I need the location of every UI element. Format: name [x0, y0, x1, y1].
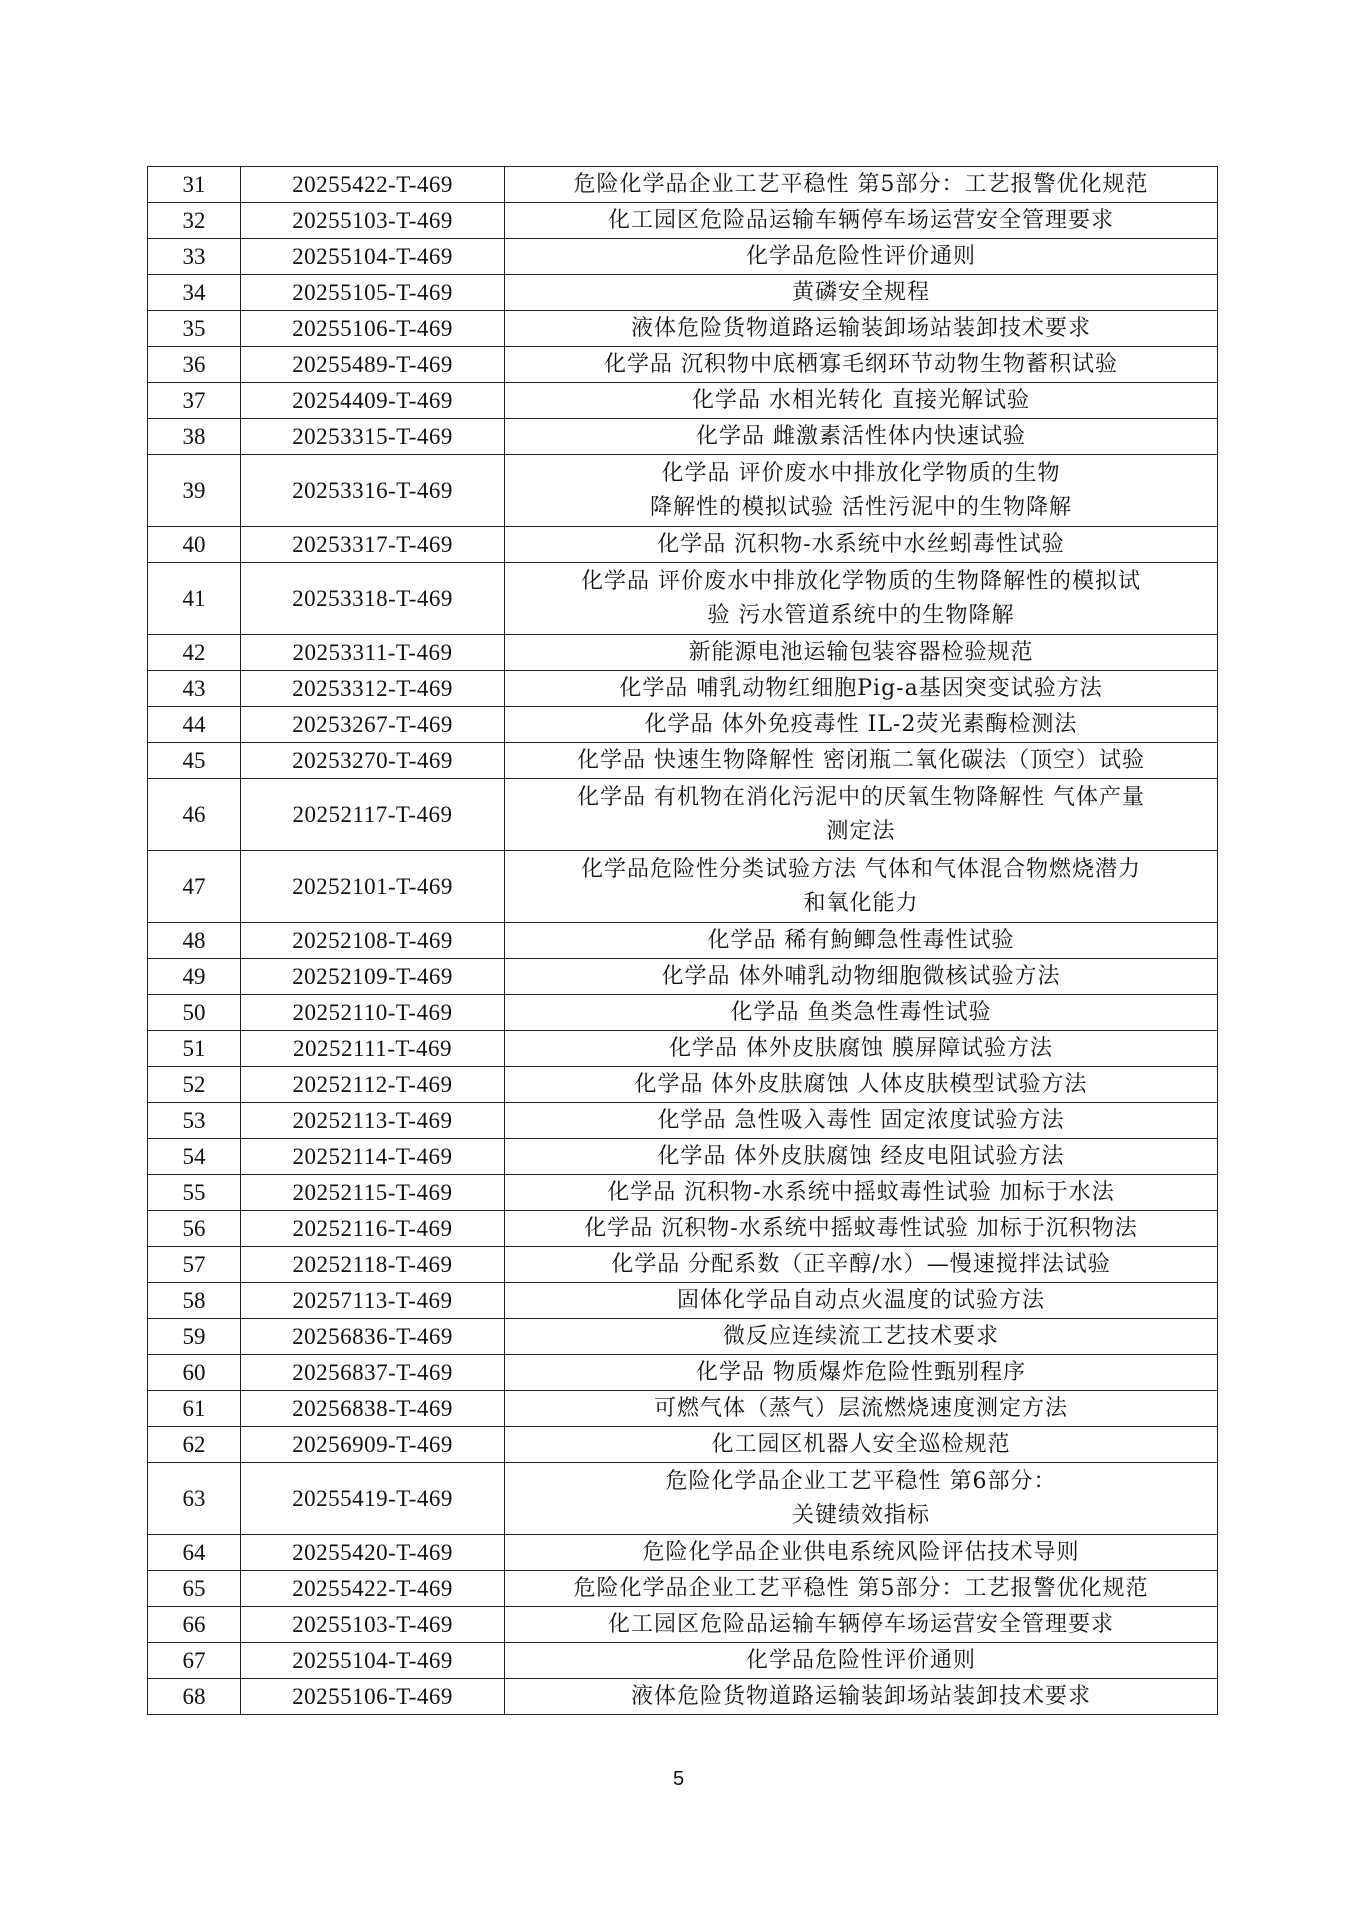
row-number-cell: 52: [148, 1067, 241, 1103]
standard-title-line: 化学品 有机物在消化污泥中的厌氧生物降解性 气体产量: [577, 784, 1145, 810]
plan-code-cell: 20253317-T-469: [241, 527, 505, 563]
standard-title-cell: [505, 347, 1218, 383]
row-number-cell: 31: [148, 167, 241, 203]
standard-title-line: 化学品 稀有鮈鲫急性毒性试验: [707, 927, 1015, 953]
standard-title-line: 化学品 分配系数（正辛醇/水）—慢速搅拌法试验: [611, 1251, 1111, 1277]
standard-title-line: 新能源电池运输包装容器检验规范: [688, 639, 1034, 665]
standard-title-cell: [505, 1463, 1218, 1535]
row-number-cell: 53: [148, 1103, 241, 1139]
standard-title-line: 危险化学品企业供电系统风险评估技术导则: [642, 1539, 1080, 1565]
plan-code-cell: 20255106-T-469: [241, 311, 505, 347]
table-row: [148, 995, 1218, 1031]
row-number-cell: 48: [148, 923, 241, 959]
plan-code-cell: 20252108-T-469: [241, 923, 505, 959]
standard-title-line: 化学品 体外皮肤腐蚀 膜屏障试验方法: [669, 1035, 1053, 1061]
row-number-cell: 64: [148, 1535, 241, 1571]
standard-title-cell: [505, 707, 1218, 743]
standard-title-line: 化工园区危险品运输车辆停车场运营安全管理要求: [607, 207, 1114, 233]
standard-title-cell: [505, 1175, 1218, 1211]
table-row: [148, 1031, 1218, 1067]
table-body: [148, 167, 1218, 1715]
table-row: [148, 347, 1218, 383]
table-row: [148, 419, 1218, 455]
plan-code-cell: 20256836-T-469: [241, 1319, 505, 1355]
table-row: [148, 383, 1218, 419]
standard-title-line: 化学品 急性吸入毒性 固定浓度试验方法: [657, 1107, 1065, 1133]
table-row: [148, 239, 1218, 275]
row-number-cell: 50: [148, 995, 241, 1031]
row-number-cell: 38: [148, 419, 241, 455]
table-row: [148, 779, 1218, 851]
plan-code-cell: 20252109-T-469: [241, 959, 505, 995]
standard-title-line: 化学品 鱼类急性毒性试验: [730, 999, 992, 1025]
standard-title-line: 化学品 沉积物中底栖寡毛纲环节动物生物蓄积试验: [604, 351, 1118, 377]
standard-title-line: 可燃气体（蒸气）层流燃烧速度测定方法: [653, 1395, 1068, 1421]
standard-title-line: 危险化学品企业工艺平稳性 第5部分：工艺报警优化规范: [573, 171, 1149, 197]
table-row: [148, 203, 1218, 239]
standard-title-cell: [505, 923, 1218, 959]
row-number-cell: 35: [148, 311, 241, 347]
standard-title-cell: [505, 1103, 1218, 1139]
plan-code-cell: 20255106-T-469: [241, 1679, 505, 1715]
row-number-cell: 46: [148, 779, 241, 851]
standard-title-line: 和氧化能力: [803, 890, 919, 916]
row-number-cell: 34: [148, 275, 241, 311]
plan-code-cell: 20255419-T-469: [241, 1463, 505, 1535]
table-row: [148, 1427, 1218, 1463]
plan-code-cell: 20255420-T-469: [241, 1535, 505, 1571]
plan-code-cell: 20252118-T-469: [241, 1247, 505, 1283]
standard-title-line: 微反应连续流工艺技术要求: [722, 1323, 999, 1349]
plan-code-cell: 20256909-T-469: [241, 1427, 505, 1463]
plan-code-cell: 20253316-T-469: [241, 455, 505, 527]
row-number-cell: 44: [148, 707, 241, 743]
plan-code-cell: 20253315-T-469: [241, 419, 505, 455]
standard-title-line: 化学品 沉积物-水系统中水丝蚓毒性试验: [657, 531, 1065, 557]
table-row: [148, 1139, 1218, 1175]
plan-code-cell: 20255103-T-469: [241, 1607, 505, 1643]
standard-title-cell: [505, 1139, 1218, 1175]
plan-code-cell: 20255489-T-469: [241, 347, 505, 383]
plan-code-cell: 20252116-T-469: [241, 1211, 505, 1247]
row-number-cell: 65: [148, 1571, 241, 1607]
standard-title-cell: [505, 1535, 1218, 1571]
plan-code-cell: 20255422-T-469: [241, 1571, 505, 1607]
standard-title-line: 降解性的模拟试验 活性污泥中的生物降解: [650, 494, 1072, 520]
standard-title-line: 化学品 评价废水中排放化学物质的生物降解性的模拟试: [581, 568, 1141, 594]
standard-title-line: 液体危险货物道路运输装卸场站装卸技术要求: [630, 1683, 1091, 1709]
plan-code-cell: 20255422-T-469: [241, 167, 505, 203]
plan-code-cell: 20257113-T-469: [241, 1283, 505, 1319]
standard-title-line: 化学品 评价废水中排放化学物质的生物: [661, 460, 1061, 486]
plan-code-cell: 20256837-T-469: [241, 1355, 505, 1391]
standard-title-cell: [505, 1355, 1218, 1391]
standard-title-cell: [505, 239, 1218, 275]
plan-code-cell: 20253270-T-469: [241, 743, 505, 779]
standard-title-cell: [505, 1391, 1218, 1427]
plan-code-cell: 20255104-T-469: [241, 1643, 505, 1679]
table-row: [148, 1679, 1218, 1715]
plan-code-cell: 20252111-T-469: [241, 1031, 505, 1067]
standard-title-cell: [505, 1427, 1218, 1463]
plan-code-cell: 20254409-T-469: [241, 383, 505, 419]
row-number-cell: 54: [148, 1139, 241, 1175]
standard-title-line: 化学品危险性评价通则: [745, 243, 976, 269]
standard-title-cell: [505, 1571, 1218, 1607]
standard-title-cell: [505, 1319, 1218, 1355]
row-number-cell: 60: [148, 1355, 241, 1391]
plan-code-cell: 20255105-T-469: [241, 275, 505, 311]
standard-title-cell: [505, 959, 1218, 995]
standard-title-line: 固体化学品自动点火温度的试验方法: [676, 1287, 1045, 1313]
standard-title-line: 危险化学品企业工艺平稳性 第6部分：: [665, 1468, 1057, 1494]
standard-title-line: 化学品危险性评价通则: [745, 1647, 976, 1673]
standard-title-cell: [505, 635, 1218, 671]
plan-code-cell: 20256838-T-469: [241, 1391, 505, 1427]
standard-title-line: 化工园区机器人安全巡检规范: [711, 1431, 1011, 1457]
table-row: [148, 1643, 1218, 1679]
row-number-cell: 49: [148, 959, 241, 995]
standard-title-cell: [505, 275, 1218, 311]
standard-title-line: 化学品 快速生物降解性 密闭瓶二氧化碳法（顶空）试验: [577, 747, 1145, 773]
row-number-cell: 67: [148, 1643, 241, 1679]
row-number-cell: 68: [148, 1679, 241, 1715]
standard-title-line: 测定法: [826, 818, 896, 844]
standard-title-line: 化学品 沉积物-水系统中摇蚊毒性试验 加标于水法: [607, 1179, 1115, 1205]
row-number-cell: 45: [148, 743, 241, 779]
standard-title-line: 化学品 体外皮肤腐蚀 经皮电阻试验方法: [657, 1143, 1065, 1169]
table-row: [148, 1571, 1218, 1607]
standard-title-cell: [505, 563, 1218, 635]
table-row: [148, 167, 1218, 203]
row-number-cell: 47: [148, 851, 241, 923]
table-row: [148, 851, 1218, 923]
row-number-cell: 36: [148, 347, 241, 383]
plan-code-cell: 20252115-T-469: [241, 1175, 505, 1211]
table-row: [148, 1175, 1218, 1211]
table-row: [148, 635, 1218, 671]
standard-title-cell: [505, 455, 1218, 527]
standard-title-cell: [505, 851, 1218, 923]
table-row: [148, 923, 1218, 959]
table-row: [148, 1319, 1218, 1355]
table-row: [148, 563, 1218, 635]
table-row: [148, 1247, 1218, 1283]
plan-code-cell: 20253267-T-469: [241, 707, 505, 743]
standard-title-line: 化学品 水相光转化 直接光解试验: [692, 387, 1030, 413]
table-row: [148, 1535, 1218, 1571]
standard-title-cell: [505, 1247, 1218, 1283]
standard-title-cell: [505, 311, 1218, 347]
standard-title-line: 化学品 体外免疫毒性 IL-2荧光素酶检测法: [644, 711, 1078, 737]
standard-title-cell: [505, 743, 1218, 779]
standard-title-cell: [505, 383, 1218, 419]
standard-title-cell: [505, 995, 1218, 1031]
standard-title-cell: [505, 1679, 1218, 1715]
standard-title-cell: [505, 419, 1218, 455]
row-number-cell: 41: [148, 563, 241, 635]
standard-title-line: 化工园区危险品运输车辆停车场运营安全管理要求: [607, 1611, 1114, 1637]
row-number-cell: 33: [148, 239, 241, 275]
standard-title-line: 化学品 体外哺乳动物细胞微核试验方法: [661, 963, 1061, 989]
standard-title-cell: [505, 1643, 1218, 1679]
table-row: [148, 1355, 1218, 1391]
standard-title-cell: [505, 1031, 1218, 1067]
row-number-cell: 39: [148, 455, 241, 527]
table-row: [148, 527, 1218, 563]
row-number-cell: 62: [148, 1427, 241, 1463]
row-number-cell: 43: [148, 671, 241, 707]
standard-title-line: 化学品 体外皮肤腐蚀 人体皮肤模型试验方法: [634, 1071, 1088, 1097]
standards-table: [147, 166, 1218, 1715]
table-row: [148, 1463, 1218, 1535]
table-row: [148, 743, 1218, 779]
standard-title-line: 化学品 雌激素活性体内快速试验: [696, 423, 1026, 449]
table-row: [148, 959, 1218, 995]
standard-title-line: 化学品危险性分类试验方法 气体和气体混合物燃烧潜力: [581, 856, 1141, 882]
standard-title-line: 化学品 哺乳动物红细胞Pig-a基因突变试验方法: [619, 675, 1103, 701]
table-row: [148, 1211, 1218, 1247]
table-row: [148, 1283, 1218, 1319]
standard-title-cell: [505, 1283, 1218, 1319]
standard-title-cell: [505, 1211, 1218, 1247]
standard-title-line: 液体危险货物道路运输装卸场站装卸技术要求: [630, 315, 1091, 341]
table-row: [148, 1103, 1218, 1139]
plan-code-cell: 20252101-T-469: [241, 851, 505, 923]
plan-code-cell: 20252110-T-469: [241, 995, 505, 1031]
standard-title-cell: [505, 527, 1218, 563]
table-row: [148, 311, 1218, 347]
table-row: [148, 275, 1218, 311]
table-row: [148, 455, 1218, 527]
standard-title-line: 化学品 沉积物-水系统中摇蚊毒性试验 加标于沉积物法: [584, 1215, 1138, 1241]
standard-title-cell: [505, 779, 1218, 851]
standard-title-cell: [505, 1067, 1218, 1103]
standard-title-cell: [505, 203, 1218, 239]
row-number-cell: 56: [148, 1211, 241, 1247]
standard-title-cell: [505, 671, 1218, 707]
row-number-cell: 32: [148, 203, 241, 239]
standard-title-line: 化学品 物质爆炸危险性甄别程序: [696, 1359, 1026, 1385]
plan-code-cell: 20252113-T-469: [241, 1103, 505, 1139]
row-number-cell: 57: [148, 1247, 241, 1283]
standard-title-cell: [505, 167, 1218, 203]
table-row: [148, 671, 1218, 707]
standard-title-line: 验 污水管道系统中的生物降解: [707, 602, 1015, 628]
standard-title-line: 关键绩效指标: [791, 1502, 930, 1528]
row-number-cell: 51: [148, 1031, 241, 1067]
row-number-cell: 63: [148, 1463, 241, 1535]
standard-title-line: 危险化学品企业工艺平稳性 第5部分：工艺报警优化规范: [573, 1575, 1149, 1601]
row-number-cell: 61: [148, 1391, 241, 1427]
plan-code-cell: 20252114-T-469: [241, 1139, 505, 1175]
plan-code-cell: 20253318-T-469: [241, 563, 505, 635]
row-number-cell: 40: [148, 527, 241, 563]
row-number-cell: 37: [148, 383, 241, 419]
standard-title-cell: [505, 1607, 1218, 1643]
row-number-cell: 55: [148, 1175, 241, 1211]
table-row: [148, 707, 1218, 743]
plan-code-cell: 20252112-T-469: [241, 1067, 505, 1103]
plan-code-cell: 20253311-T-469: [241, 635, 505, 671]
plan-code-cell: 20252117-T-469: [241, 779, 505, 851]
table-row: [148, 1067, 1218, 1103]
plan-code-cell: 20255103-T-469: [241, 203, 505, 239]
plan-code-cell: 20253312-T-469: [241, 671, 505, 707]
page-number: 5: [672, 1768, 685, 1790]
row-number-cell: 66: [148, 1607, 241, 1643]
row-number-cell: 59: [148, 1319, 241, 1355]
row-number-cell: 42: [148, 635, 241, 671]
table-row: [148, 1607, 1218, 1643]
table-row: [148, 1391, 1218, 1427]
plan-code-cell: 20255104-T-469: [241, 239, 505, 275]
standard-title-line: 黄磷安全规程: [791, 279, 930, 305]
row-number-cell: 58: [148, 1283, 241, 1319]
